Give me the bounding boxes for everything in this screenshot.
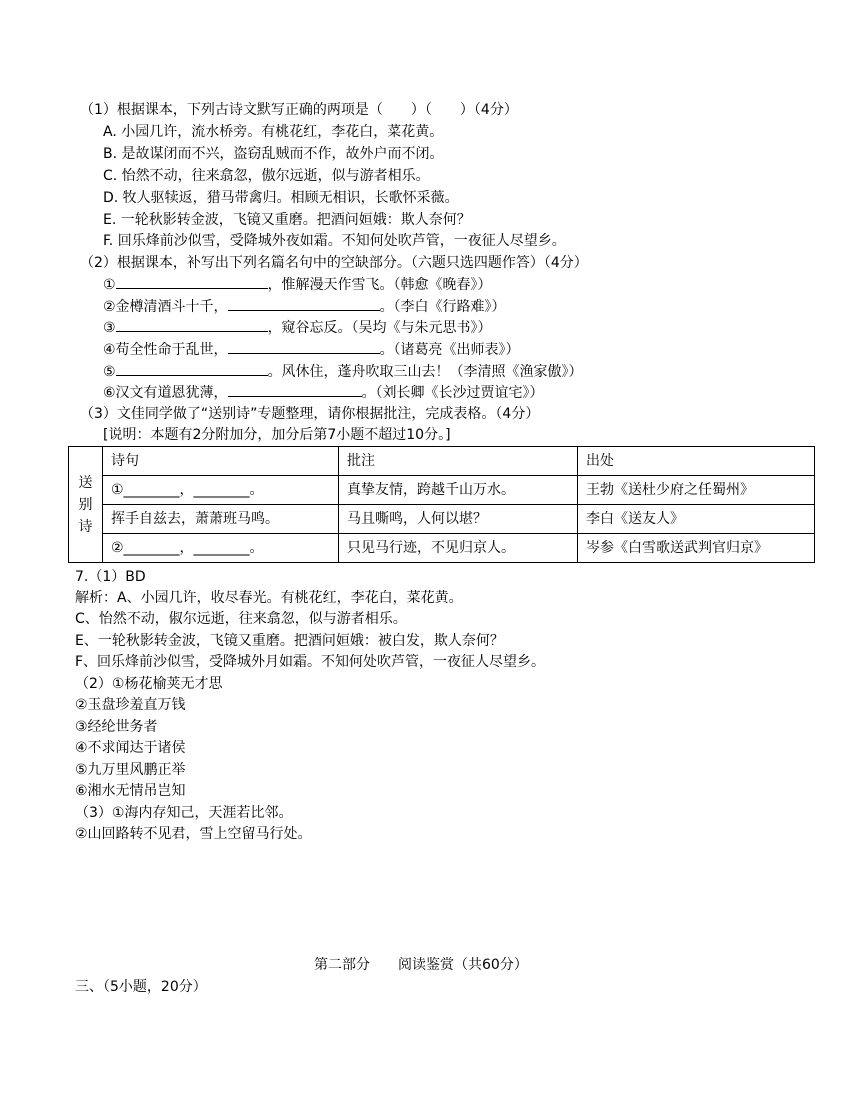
answer-blank: [116, 274, 268, 289]
q1-header: （1）根据课本，下列古诗文默写正确的两项是（ ）（ ）（4分）: [80, 102, 518, 118]
source-cell: 李白《送友人》: [578, 505, 815, 534]
q2-item-pre: ③: [103, 320, 116, 336]
comment-cell: 马且嘶鸣，人何以堪？: [339, 505, 578, 534]
table-row: [69, 534, 815, 563]
q2-item-pre: ①: [103, 277, 116, 293]
q2-item-post: ，窥谷忘反。（吴均《与朱元思书》）: [267, 320, 492, 336]
column-header-source: 出处: [578, 447, 815, 476]
q2-header: （2）根据课本，补写出下列名篇名句中的空缺部分。（六题只选四题作答）（4分）: [80, 255, 588, 271]
q2-item-2: [103, 296, 506, 317]
table-row: [69, 476, 815, 505]
comment-cell: 只见马行迹，不见归京人。: [339, 534, 578, 563]
column-header-comment: 批注: [339, 447, 578, 476]
q2-item-post: 。（诸葛亮《出师表》）: [379, 342, 520, 358]
poem-cell: 挥手自兹去，萧萧班马鸣。: [103, 505, 339, 534]
source-cell: 岑参《白雪歌送武判官归京》: [578, 534, 815, 563]
q2-item-pre: ⑤: [103, 364, 116, 380]
source-cell: 王勃《送杜少府之任蜀州》: [578, 476, 815, 505]
q3-note: [说明：本题有2分附加分，加分后第7小题不超过10分。]: [103, 427, 451, 443]
q3-header: （3）文佳同学做了“送别诗”专题整理，请你根据批注，完成表格。（4分）: [80, 406, 540, 422]
poem-cell: ①________，________。: [103, 476, 339, 505]
answer-blank: [228, 296, 380, 311]
answer-line: 7.（1）BD: [75, 569, 146, 585]
section-three-header: 三、（5小题，20分）: [75, 979, 207, 995]
q2-item-pre: ④苟全性命于乱世，: [103, 342, 228, 358]
answer-line: ③经纶世务者: [75, 719, 158, 735]
q1-option-d: D. 牧人驱犊返，猎马带禽归。相顾无相识，长歌怀采薇。: [103, 190, 459, 206]
answer-blank: [228, 382, 362, 397]
q2-item-pre: ⑥汉文有道恩犹薄，: [103, 385, 228, 401]
q2-item-6: [103, 382, 544, 403]
answer-line: （3）①海内存知己，天涯若比邻。: [75, 805, 293, 821]
q1-option-b: B. 是故谋闭而不兴，盗窃乱贼而不作，故外户而不闭。: [103, 146, 444, 162]
q1-option-c: C. 怡然不动，往来翕忽，傲尔远逝，似与游者相乐。: [103, 168, 430, 184]
table-side-label: 送别诗: [69, 447, 103, 563]
answer-line: C、怡然不动，俶尔远逝，往来翕忽，似与游者相乐。: [75, 611, 407, 627]
answer-line: F、回乐烽前沙似雪，受降城外月如霜。不知何处吹芦管，一夜征人尽望乡。: [75, 654, 546, 670]
answer-line: ⑤九万里风鹏正举: [75, 762, 186, 778]
answer-line: 解析：A、小园几许，收尽春光。有桃花红，李花白，菜花黄。: [75, 590, 463, 606]
q2-item-pre: ②金樽清酒斗十千，: [103, 299, 228, 315]
q2-item-3: [103, 317, 492, 338]
q2-item-post: ，惟解漫天作雪飞。（韩愈《晚春》）: [267, 277, 492, 293]
q1-option-a: A. 小园几许，流水桥旁。有桃花红，李花白，菜花黄。: [103, 124, 444, 140]
answer-line: E、一轮秋影转金波，飞镜又重磨。把酒问姮娥：被白发，欺人奈何？: [75, 633, 504, 649]
answer-blank: [228, 339, 380, 354]
poem-cell: ②________，________。: [103, 534, 339, 563]
answer-blank: [116, 361, 268, 376]
q2-item-5: [103, 361, 583, 382]
answer-line: ②山回路转不见君，雪上空留马行处。: [75, 826, 312, 842]
answer-line: （2）①杨花榆荚无才思: [75, 676, 223, 692]
q2-item-post: 。（李白《行路难》）: [379, 299, 506, 315]
comment-cell: 真挚友情，跨越千山万水。: [339, 476, 578, 505]
answer-line: ④不求闻达于诸侯: [75, 740, 186, 756]
q2-item-post: 。风休住，蓬舟吹取三山去！（李清照《渔家傲》）: [267, 364, 583, 380]
table-row: [69, 505, 815, 534]
q2-item-1: [103, 274, 492, 295]
q1-option-f: F. 回乐烽前沙似雪，受降城外夜如霜。不知何处吹芦管，一夜征人尽望乡。: [103, 233, 566, 249]
q1-option-e: E. 一轮秋影转金波，飞镜又重磨。把酒问姮娥：欺人奈何？: [103, 212, 471, 228]
q2-item-post: 。（刘长卿《长沙过贾谊宅》）: [361, 385, 544, 401]
farewell-poem-table: [68, 446, 815, 563]
answer-line: ②玉盘珍羞直万钱: [75, 697, 186, 713]
answer-line: ⑥湘水无情吊岂知: [75, 783, 186, 799]
answer-blank: [116, 317, 268, 332]
q2-item-4: [103, 339, 520, 360]
part-two-title: 第二部分 阅读鉴赏（共60分）: [314, 957, 528, 973]
column-header-poem: 诗句: [103, 447, 339, 476]
